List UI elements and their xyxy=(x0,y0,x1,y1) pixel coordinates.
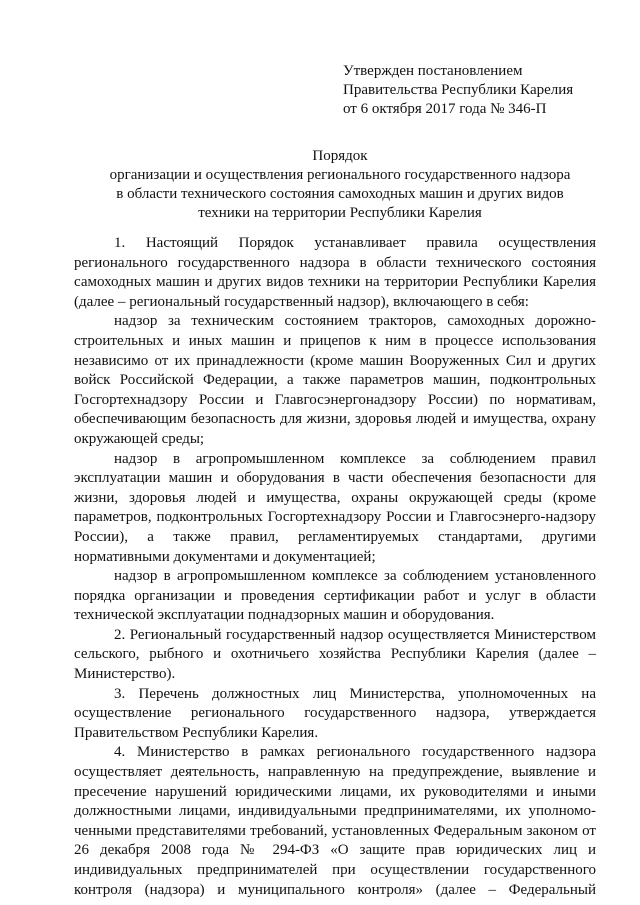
paragraph-1: 1. Настоящий Порядок устанавливает правила осуществления регионального государственного надзора в области технического состояния самоходных машин и других видов техники на территории Республики Карелия (далее – региональный государственный надзор), включающего в себя: xyxy=(74,235,596,310)
paragraph-4: 4. Министерство в рамках регионального государственного надзора осуществляет деятельность, направленную на предупреждение, выявление и пресечение нарушений юридическими лицами, их руководителями и иными должностными лицами, индивидуальными предпринимателями, их уполномо-ченными представителями требований, установленных Федеральным законом от 26 декабря 2008 года № 294-ФЗ «О защите прав юридических лиц и индивидуальных предпринимателей при осуществлении государственного контроля (надзора) и муниципального контроля» (далее – Федеральный xyxy=(74,744,596,898)
approval-line-3: от 6 октября 2017 года № 346-П xyxy=(343,101,547,117)
approval-stamp xyxy=(343,62,623,119)
paragraph-3: 3. Перечень должностных лиц Министерства, уполномоченных на осуществление регионального государственного надзора, утверждается Правительством Республики Карелия. xyxy=(74,685,596,741)
title-line-2: в области технического состояния самоходных машин и других видов xyxy=(116,186,564,202)
approval-line-1: Утвержден постановлением xyxy=(343,63,523,79)
paragraph-2: 2. Региональный государственный надзор осуществляется Министерством сельского, рыбного и охотничьего хозяйства Республики Карелия (далее – Министерство). xyxy=(74,626,596,683)
title-line-1: организации и осуществления регионального государственного надзора xyxy=(109,167,571,183)
document-title xyxy=(80,147,600,223)
paragraph-1-item-1: надзор за техническим состоянием тракторов, самоходных дорожно-строительных и иных машин и прицепов к ним в процессе использования независимо от их принадлежности (кроме машин Вооруженных Сил и других войск Российской Федерации, а также параметров машин, подконтрольных Госгортехнадзору России и Главгосэнергонадзору России) по нормативам, обеспечивающим безопасность для жизни, здоровья людей и имущества, охрану окружающей среды; xyxy=(74,313,596,447)
document-body xyxy=(74,234,596,900)
paragraph-1-item-3: надзор в агропромышленном комплексе за соблюдением установленного порядка организации и проведения сертификации работ и услуг в области технической эксплуатации поднадзорных машин и оборудования. xyxy=(74,568,596,624)
title-heading: Порядок xyxy=(312,148,368,164)
title-line-3: техники на территории Республики Карелия xyxy=(198,205,482,221)
approval-line-2: Правительства Республики Карелия xyxy=(343,82,574,98)
paragraph-1-item-2: надзор в агропромышленном комплексе за соблюдением правил эксплуатации машин и оборудования в части обеспечения безопасности для жизни, здоровья людей и имущества, охраны окружающей среды (кроме параметров, подконтрольных Госгортехнадзору России и Главгосэнерго-надзору России), а также правил, регламентируемых стандартами, другими нормативными документами и документацией; xyxy=(74,450,596,565)
